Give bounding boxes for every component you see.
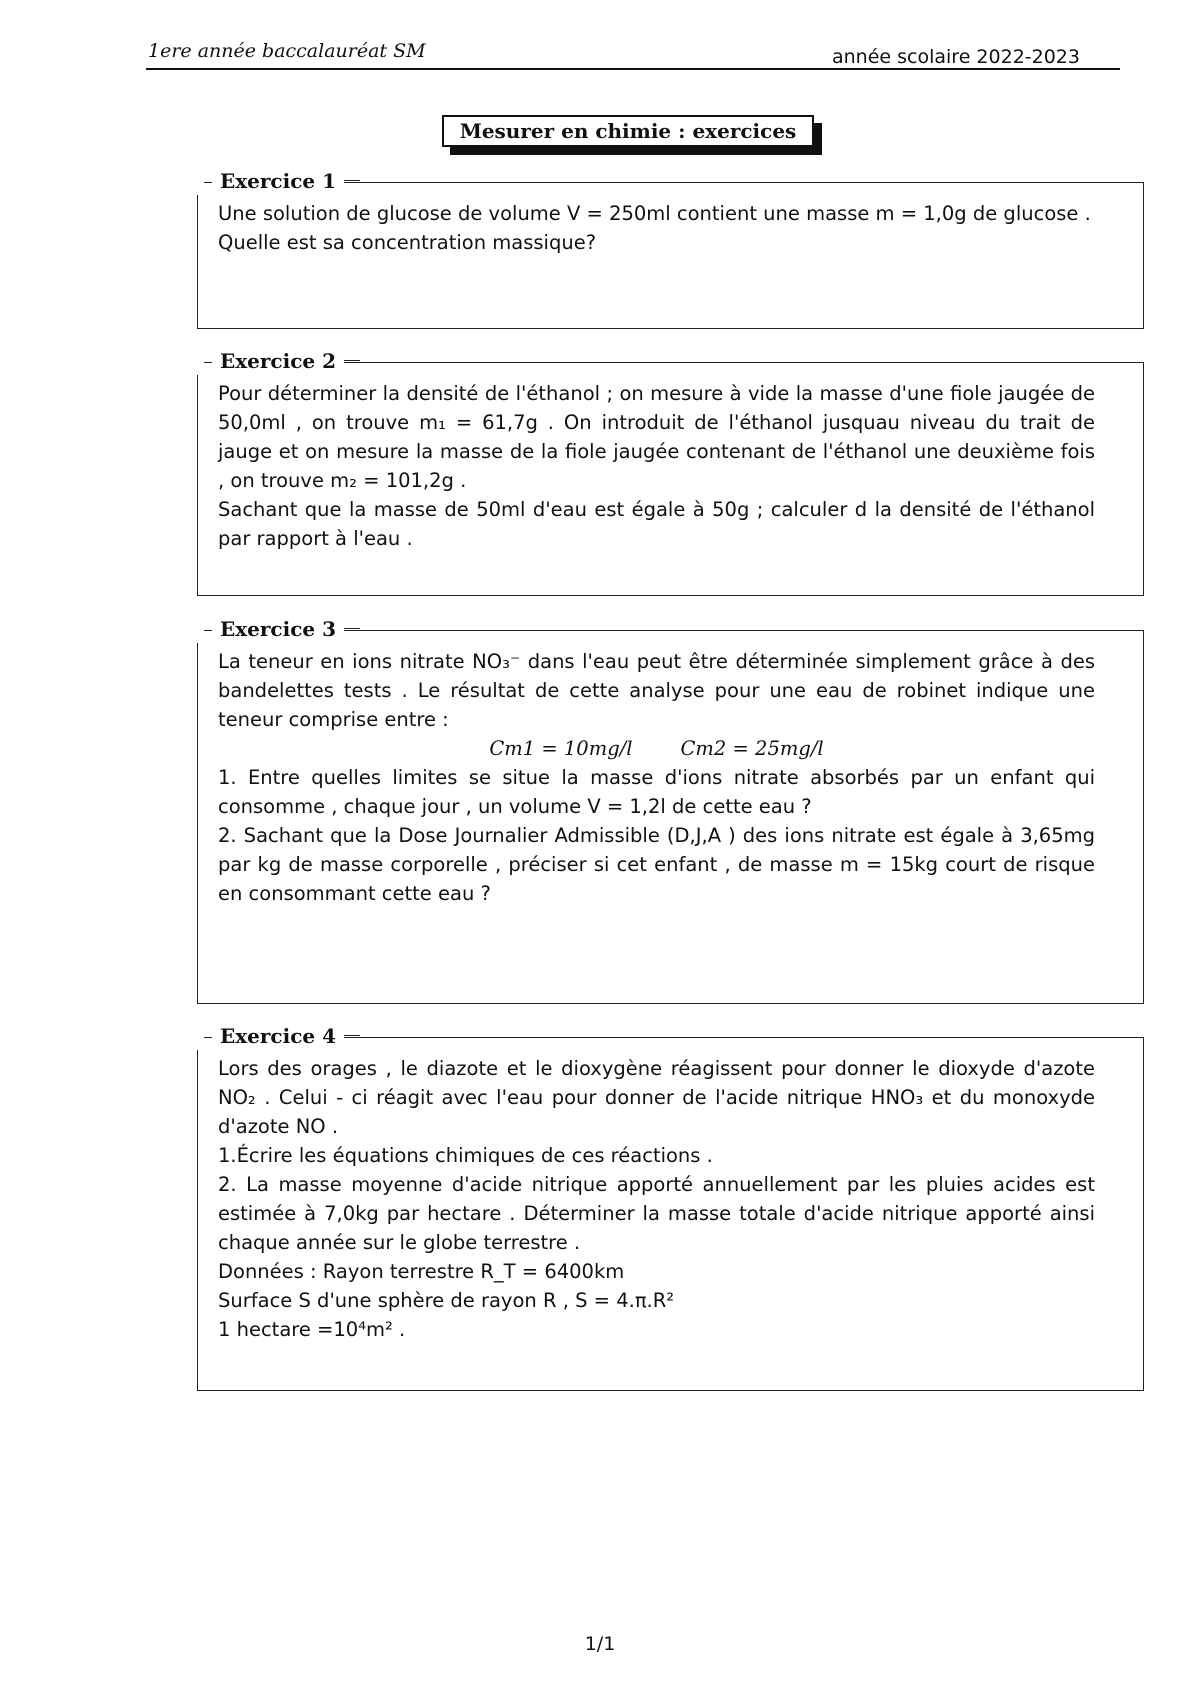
exercise-question: Sachant que la masse de 50ml d'eau est égale à 50g ; calculer d la densité de l'éthanol par rapport à l'eau .	[218, 498, 1095, 550]
exercise-title: Exercice 1	[212, 168, 344, 194]
data-radius: Données : Rayon terrestre R_T = 6400km	[218, 1260, 625, 1283]
page-title: Mesurer en chimie : exercices	[442, 115, 814, 147]
exercise-text: Une solution de glucose de volume V = 250ml contient une masse m = 1,0g de glucose .	[218, 202, 1091, 225]
equation-cm1: Cm1 = 10mg/l	[489, 737, 633, 760]
exercise-question: Quelle est sa concentration massique?	[218, 231, 597, 254]
exercise-2	[197, 349, 1144, 596]
data-hectare: 1 hectare =10⁴m² .	[218, 1318, 406, 1341]
exercise-title: Exercice 4	[212, 1023, 344, 1049]
exercise-title: Exercice 3	[212, 616, 344, 642]
exercise-3	[197, 617, 1144, 1004]
header-school-year: année scolaire 2022-2023	[831, 46, 1080, 68]
exercise-1	[197, 169, 1144, 329]
exercise-title: Exercice 2	[212, 348, 344, 374]
question-2: 2. Sachant que la Dose Journalier Admissible (D,J,A ) des ions nitrate est égale à 3,65mg par kg de masse corporelle , préciser si cet enfant , de masse m = 15kg court de risque en consommant cette eau ?	[218, 824, 1095, 905]
header-rule	[146, 68, 1120, 70]
data-surface: Surface S d'une sphère de rayon R , S = 4.π.R²	[218, 1289, 675, 1312]
exercise-text: Pour déterminer la densité de l'éthanol ; on mesure à vide la masse d'une fiole jaugée de 50,0ml , on trouve m₁ = 61,7g . On introduit de l'éthanol jusquau niveau du trait de jauge et on mesure la masse de la fiole jaugée contenant de l'éthanol une deuxième fois , on trouve m₂ = 101,2g .	[218, 382, 1095, 492]
header-level: 1ere année baccalauréat SM	[148, 40, 426, 62]
exercise-text: Lors des orages , le diazote et le dioxygène réagissent pour donner le dioxyde d'azote NO₂ . Celui - ci réagit avec l'eau pour donner de l'acide nitrique HNO₃ et du monoxyde d'azote NO .	[218, 1057, 1095, 1138]
question-1: 1. Entre quelles limites se situe la masse d'ions nitrate absorbés par un enfant qui consomme , chaque jour , un volume V = 1,2l de cette eau ?	[218, 766, 1095, 818]
page-number: 1/1	[584, 1633, 616, 1655]
equation-cm2: Cm2 = 25mg/l	[680, 737, 824, 760]
question-2: 2. La masse moyenne d'acide nitrique apporté annuellement par les pluies acides est estimée à 7,0kg par hectare . Déterminer la masse totale d'acide nitrique apporté ainsi chaque année sur le globe terrestre .	[218, 1173, 1095, 1254]
exercise-text: La teneur en ions nitrate NO₃⁻ dans l'eau peut être déterminée simplement grâce à des bandelettes tests . Le résultat de cette analyse pour une eau de robinet indique une teneur comprise entre :	[218, 650, 1095, 731]
exercise-4	[197, 1024, 1144, 1391]
question-1: 1.Écrire les équations chimiques de ces réactions .	[218, 1144, 713, 1167]
title-frame	[442, 115, 814, 147]
equation	[218, 734, 1095, 763]
